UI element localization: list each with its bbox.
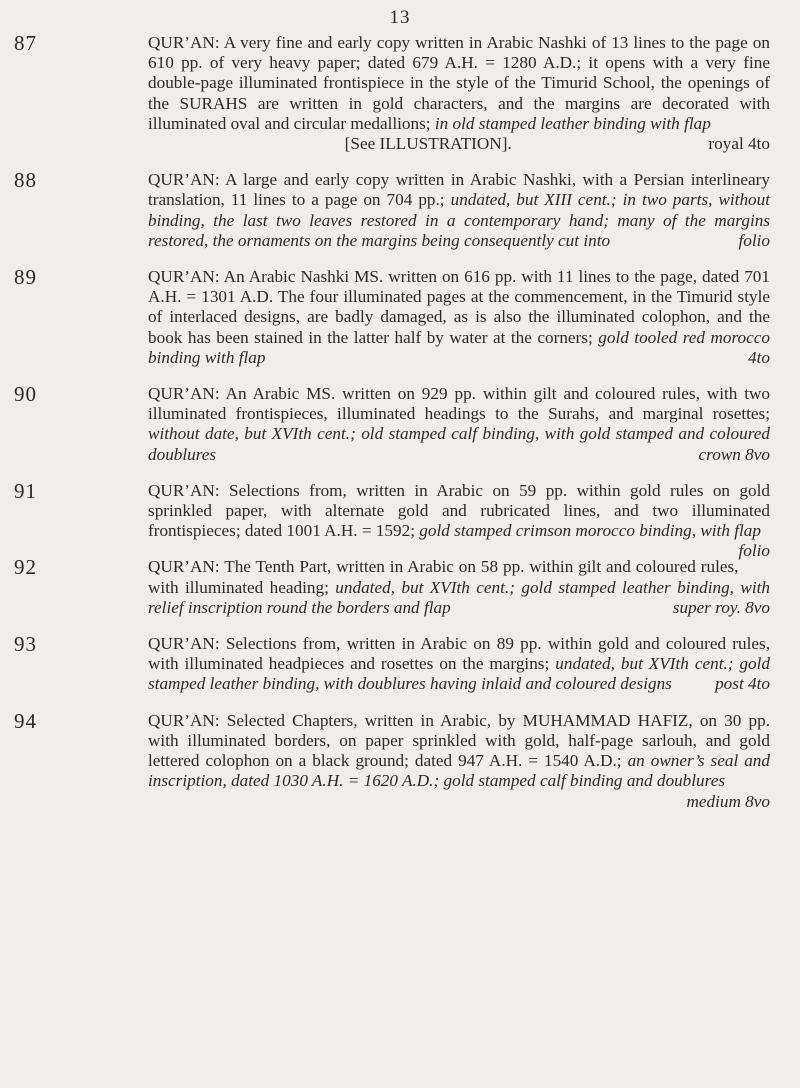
entry-description [148,480,770,561]
entry-format: 4to [748,347,770,367]
catalogue-entry [0,634,800,695]
catalogue-entry [0,557,800,618]
entry-format: royal 4to [708,134,770,154]
entry-text: QUR’AN: The Tenth Part, written in Arabic on 58 pp. within gilt and coloured rules, with illuminated heading; [148,557,739,597]
lot-number: 91 [14,478,37,503]
page-number: 13 [389,7,411,28]
entry-text: QUR’AN: Selections from, written in Arabic on 89 pp. within gold and coloured rules, with illuminated headpieces and rosettes on the margins; [148,634,770,674]
entry-binding: undated, but XIII cent.; in two parts, without binding, the last two leaves restored in a contemporary hand; many of the margins restored, the ornaments on the margins being consequently cut into [148,190,771,250]
entry-binding: undated, but XVIth cent.; gold stamped leather binding, with doublures having inlaid and coloured designs [148,654,771,694]
catalogue-entry [0,708,800,811]
lot-number: 89 [14,265,37,290]
entry-binding: without date, but XVIth cent.; old stamped calf binding, with gold stamped and coloured doublures [148,424,770,464]
entry-binding: gold tooled red morocco binding with flap [148,327,770,367]
lot-number: 94 [14,708,37,733]
lot-number: 88 [14,168,37,193]
entry-description [148,33,770,154]
entry-format: super roy. 8vo [672,597,770,617]
entry-description [148,634,770,695]
catalogue-entry [0,384,800,465]
entry-format: medium 8vo [686,791,770,811]
lot-number: 90 [14,382,37,407]
lot-number: 93 [14,632,37,657]
entry-description [148,710,770,811]
catalogue-entry [0,170,800,251]
entry-description [148,557,770,618]
entry-note: [See ILLUSTRATION]. [344,134,512,154]
entry-format: post 4to [715,674,770,694]
entry-text: QUR’AN: A very fine and early copy written in Arabic Nashki of 13 lines to the page on 610 pp. of very heavy paper; dated 679 A.H. = 1280 A.D.; it opens with a very fine double-page illuminated frontispiece in the style of the Timurid School, the openings of the SURAHS are written in gold characters, and the margins are decorated with illuminated oval and circular medallions; [148,33,770,133]
lot-number: 92 [14,555,37,580]
catalogue-entry [0,478,800,561]
entry-format: crown 8vo [698,444,770,464]
entry-text: QUR’AN: Selected Chapters, written in Arabic, by MUHAMMAD HAFIZ, on 30 pp. with illuminated borders, on paper sprinkled with gold, half-page sarlouh, and gold lettered colophon on a black ground; dated 947 A.H. = 1540 A.D.; [148,710,770,771]
entry-binding: an owner’s seal and inscription, dated 1030 A.H. = 1620 A.D.; gold stamped calf binding and doublures [148,751,770,791]
catalogue-entry [0,267,800,368]
lot-number: 87 [14,31,37,55]
entry-text: QUR’AN: Selections from, written in Arabic on 59 pp. within gold rules on gold sprinkled paper, with alternate gold and rubricated lines, and two illuminated frontispieces; dated 1001 A.H. = 1592; [148,480,770,541]
entry-text: QUR’AN: An Arabic Nashki MS. written on 616 pp. with 11 lines to the page, dated 701 A.H. = 1301 A.D. The four illuminated pages at the commencement, in the Timurid style of interlaced designs, are badly damaged, as is also the illuminated colophon, and the book has been stained in the latter half by water at the corners; [148,267,770,347]
entry-binding: gold stamped crimson morocco binding, with flap [419,521,761,541]
entry-format: folio [738,230,770,250]
entry-description [148,170,770,251]
entry-binding: undated, but XVIth cent.; gold stamped leather binding, with relief inscription round the borders and flap [148,577,770,617]
entry-format: folio [738,541,770,561]
entry-description [148,267,770,368]
entry-text: QUR’AN: A large and early copy written in Arabic Nashki, with a Persian interlineary translation, 11 lines to a page on 704 pp.; [148,170,770,210]
entry-binding: in old stamped leather binding with flap [434,113,711,133]
entry-text: QUR’AN: An Arabic MS. written on 929 pp. within gilt and coloured rules, with two illuminated frontispieces, illuminated headings to the Surahs, and marginal rosettes; [148,384,770,424]
entry-description [148,384,770,465]
catalogue-entry [0,33,800,154]
catalogue-entries [0,33,800,812]
